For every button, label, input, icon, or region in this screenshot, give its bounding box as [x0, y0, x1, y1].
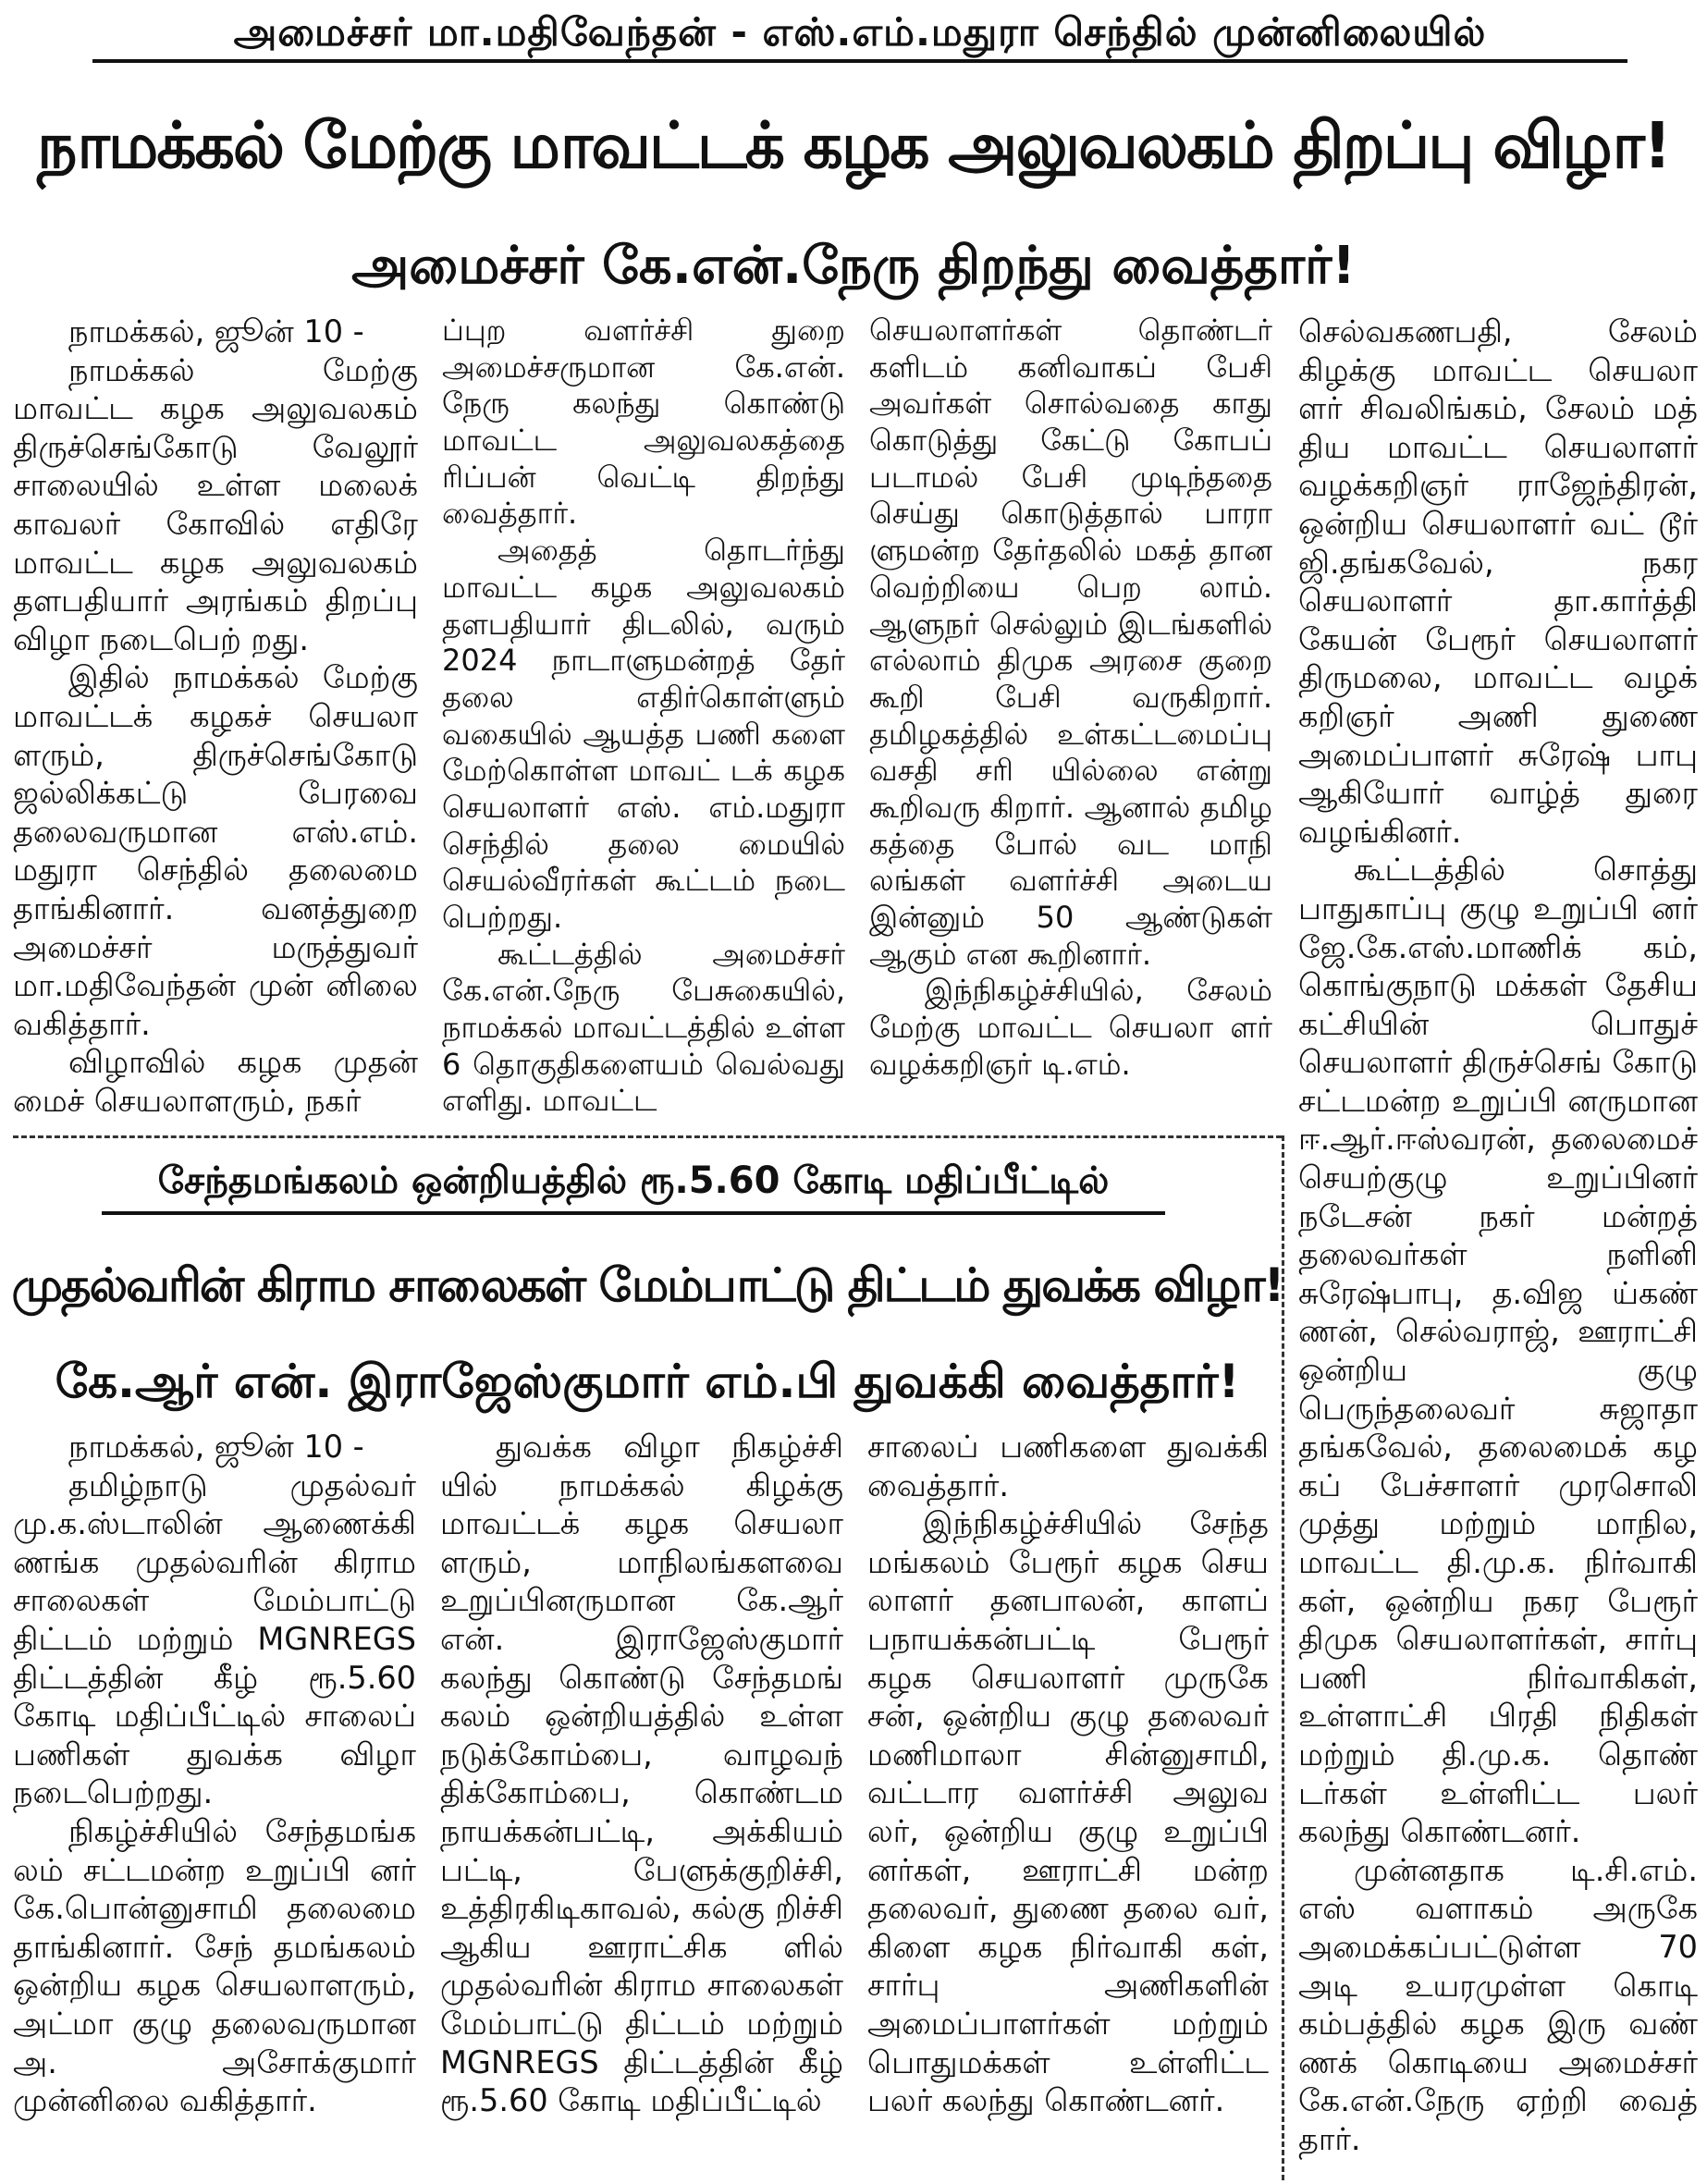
story1-paragraph: விழாவில் கழக முதன் மைச் செயலாளரும், நகர் [13, 1044, 418, 1119]
story2-subhead: கே.ஆர் என். இராஜேஸ்குமார் எம்.பி துவக்கி வைத்தார்! [55, 1355, 1240, 1408]
story2-paragraph: நிகழ்ச்சியில் சேந்தமங்க லம் சட்டமன்ற உறுப்பி னர் கே.பொன்னுசாமி தலைமை தாங்கினார். சேந் தமங்கலம் ஒன்றிய கழக செயலாளரும், அட்மா குழு தலைவருமான அ. அசோக்குமார் முன்னிலை வகித்தார். [13, 1812, 416, 2119]
story2-column-2 [440, 1428, 843, 2177]
story2-kicker-underline [102, 1211, 1165, 1215]
story1-kicker [92, 6, 1627, 59]
story1-paragraph: ப்புற வளர்ச்சி துறை அமைச்சருமான கே.என். நேரு கலந்து கொண்டு மாவட்ட அலுவலகத்தை ரிப்பன் வெட்டி திறந்து வைத்தார். [442, 313, 845, 532]
story1-paragraph: இதில் நாமக்கல் மேற்கு மாவட்டக் கழகச் செயலா ளரும், திருச்செங்கோடு ஜல்லிக்கட்டு பேரவை தலைவருமான எஸ்.எம். மதுரா செந்தில் தலைமை தாங்கினார். வனத்துறை அமைச்சர் மருத்துவர் மா.மதிவேந்தன் முன் னிலை வகித்தார். [13, 659, 418, 1042]
story1-paragraph: முன்னதாக டி.சி.எம். எஸ் வளாகம் அருகே அமைக்கப்பட்டுள்ள 70 அடி உயரமுள்ள கொடி கம்பத்தில் கழக இரு வண் ணக் கொடியை அமைச்சர் கே.என்.நேரு ஏற்றி வைத் தார். [1298, 1851, 1698, 2157]
story2-paragraph: சாலைப் பணிகளை துவக்கி வைத்தார். [867, 1429, 1269, 1503]
story1-kicker-underline [92, 59, 1627, 63]
story1-column-1 [13, 313, 418, 1126]
story1-paragraph: நாமக்கல் மேற்கு மாவட்ட கழக அலுவலகம் திருச்செங்கோடு வேலூர் சாலையில் உள்ள மலைக் காவலர் கோவில் எதிரே மாவட்ட கழக அலுவலகம் தளபதியார் அரங்கம் திறப்பு விழா நடைபெற் றது. [13, 351, 418, 657]
story2-paragraph: தமிழ்நாடு முதல்வர் மு.க.ஸ்டாலின் ஆணைக்கி ணங்க முதல்வரின் கிராம சாலைகள் மேம்பாட்டு திட்டம் மற்றும் MGNREGS திட்டத்தின் கீழ் ரூ.5.60 கோடி மதிப்பீட்டில் சாலைப் பணிகள் துவக்க விழா நடைபெற்றது. [13, 1466, 416, 1811]
story-divider [13, 1135, 1282, 1138]
story1-subhead: அமைச்சர் கே.என்.நேரு திறந்து வைத்தார்! [351, 236, 1356, 296]
story1-column-3 [869, 313, 1272, 1126]
story1-column-2 [442, 313, 845, 1126]
story1-paragraph: அதைத் தொடர்ந்து மாவட்ட கழக அலுவலகம் தளபதியார் திடலில், வரும் 2024 நாடாளுமன்றத் தேர் தலை எதிர்கொள்ளும் வகையில் ஆயத்த பணி களை மேற்கொள்ள மாவட் டக் கழக செயலாளர் எஸ். எம்.மதுரா செந்தில் தலை மையில் செயல்வீரர்கள் கூட்டம் நடை பெற்றது. [442, 533, 845, 935]
story2-kicker [102, 1154, 1165, 1219]
story2-paragraph: துவக்க விழா நிகழ்ச்சி யில் நாமக்கல் கிழக்கு மாவட்டக் கழக செயலா ளரும், மாநிலங்களவை உறுப்பினருமான கே.ஆர் என். இராஜேஸ்குமார் கலந்து கொண்டு சேந்தமங் கலம் ஒன்றியத்தில் உள்ள நடுக்கோம்பை, வாழவந் திக்கோம்பை, கொண்டம நாயக்கன்பட்டி, அக்கியம் பட்டி, பேளுக்குறிச்சி, உத்திரகிடிகாவல், கல்கு றிச்சி ஆகிய ஊராட்சிக ளில் முதல்வரின் கிராம சாலைகள் மேம்பாட்டு திட்டம் மற்றும் MGNREGS திட்டத்தின் கீழ் ரூ.5.60 கோடி மதிப்பீட்டில் [440, 1429, 843, 2119]
story1-paragraph: செயலாளர்கள் தொண்டர் களிடம் கனிவாகப் பேசி அவர்கள் சொல்வதை காது கொடுத்து கேட்டு கோபப் படாமல் பேசி முடிந்ததை செய்து கொடுத்தால் பாரா ளுமன்ற தேர்தலில் மகத் தான வெற்றியை பெற லாம். ஆளுநர் செல்லும் இடங்களில் எல்லாம் திமுக அரசை குறை கூறி பேசி வருகிறார். தமிழகத்தில் உள்கட்டமைப்பு வசதி சரி யில்லை என்று கூறிவரு கிறார். ஆனால் தமிழ கத்தை போல் வட மாநி லங்கள் வளர்ச்சி அடைய இன்னும் 50 ஆண்டுகள் ஆகும் என கூறினார். [869, 313, 1272, 972]
story2-dateline: நாமக்கல், ஜூன் 10 - [68, 1429, 364, 1465]
story2-paragraph: இந்நிகழ்ச்சியில் சேந்த மங்கலம் பேரூர் கழக செய லாளர் தனபாலன், காளப் பநாயக்கன்பட்டி பேரூர் கழக செயலாளர் முருகே சன், ஒன்றிய குழு தலைவர் மணிமாலா சின்னுசாமி, வட்டார வளர்ச்சி அலுவ லர், ஒன்றிய குழு உறுப்பி னர்கள், ஊராட்சி மன்ற தலைவர், துணை தலை வர், கிளை கழக நிர்வாகி கள், சார்பு அணிகளின் அமைப்பாளர்கள் மற்றும் பொதுமக்கள் உள்ளிட்ட பலர் கலந்து கொண்டனர். [867, 1505, 1269, 2119]
story1-kicker-text: அமைச்சர் மா.மதிவேந்தன் - எஸ்.எம்.மதுரா செந்தில் முன்னிலையில் [233, 9, 1487, 55]
story1-paragraph: செல்வகணபதி, சேலம் கிழக்கு மாவட்ட செயலா ளர் சிவலிங்கம், சேலம் மத் திய மாவட்ட செயலாளர் வழக்கறிஞர் ராஜேந்திரன், ஒன்றிய செயலாளர் வட் டூர் ஜி.தங்கவேல், நகர செயலாளர் தா.கார்த்தி கேயன் பேரூர் செயலாளர் திருமலை, மாவட்ட வழக் கறிஞர் அணி துணை அமைப்பாளர் சுரேஷ் பாபு ஆகியோர் வாழ்த் துரை வழங்கினர். [1298, 313, 1698, 850]
story2-column-3 [867, 1428, 1269, 2177]
story1-paragraph: இந்நிகழ்ச்சியில், சேலம் மேற்கு மாவட்ட செயலா ளர் வழக்கறிஞர் டி.எம். [869, 973, 1272, 1082]
story2-kicker-text: சேந்தமங்கலம் ஒன்றியத்தில் ரூ.5.60 கோடி மதிப்பீட்டில் [157, 1159, 1110, 1202]
story1-paragraph: கூட்டத்தில் அமைச்சர் கே.என்.நேரு பேசுகையில், நாமக்கல் மாவட்டத்தில் உள்ள 6 தொகுதிகளையம் வெல்வது எளிது. மாவட்ட [442, 936, 845, 1119]
story2-column-1 [13, 1428, 416, 2177]
story1-dateline: நாமக்கல், ஜூன் 10 - [68, 313, 364, 350]
story1-paragraph: கூட்டத்தில் சொத்து பாதுகாப்பு குழு உறுப்பி னர் ஜே.கே.எஸ்.மாணிக் கம், கொங்குநாடு மக்கள் தேசிய கட்சியின் பொதுச் செயலாளர் திருச்செங் கோடு சட்டமன்ற உறுப்பி னருமான ஈ.ஆர்.ஈஸ்வரன், தலைமைச் செயற்குழு உறுப்பினர் நடேசன் நகர் மன்றத் தலைவர்கள் நளினி சுரேஷ்பாபு, த.விஜ ய்கண் ணன், செல்வராஜ், ஊராட்சி ஒன்றிய குழு பெருந்தலைவர் சுஜாதா தங்கவேல், தலைமைக் கழ கப் பேச்சாளர் முரசொலி முத்து மற்றும் மாநில, மாவட்ட தி.மு.க. நிர்வாகி கள், ஒன்றிய நகர பேரூர் திமுக செயலாளர்கள், சார்பு பணி நிர்வாகிகள், உள்ளாட்சி பிரதி நிதிகள் மற்றும் தி.மு.க. தொண் டர்கள் உள்ளிட்ட பலர் கலந்து கொண்டனர். [1298, 852, 1698, 1850]
story1-column-4 [1298, 313, 1698, 2180]
story1-headline: நாமக்கல் மேற்கு மாவட்டக் கழக அலுவலகம் திறப்பு விழா! [37, 109, 1670, 183]
story2-headline: முதல்வரின் கிராம சாலைகள் மேம்பாட்டு திட்டம் துவக்க விழா! [11, 1258, 1283, 1312]
